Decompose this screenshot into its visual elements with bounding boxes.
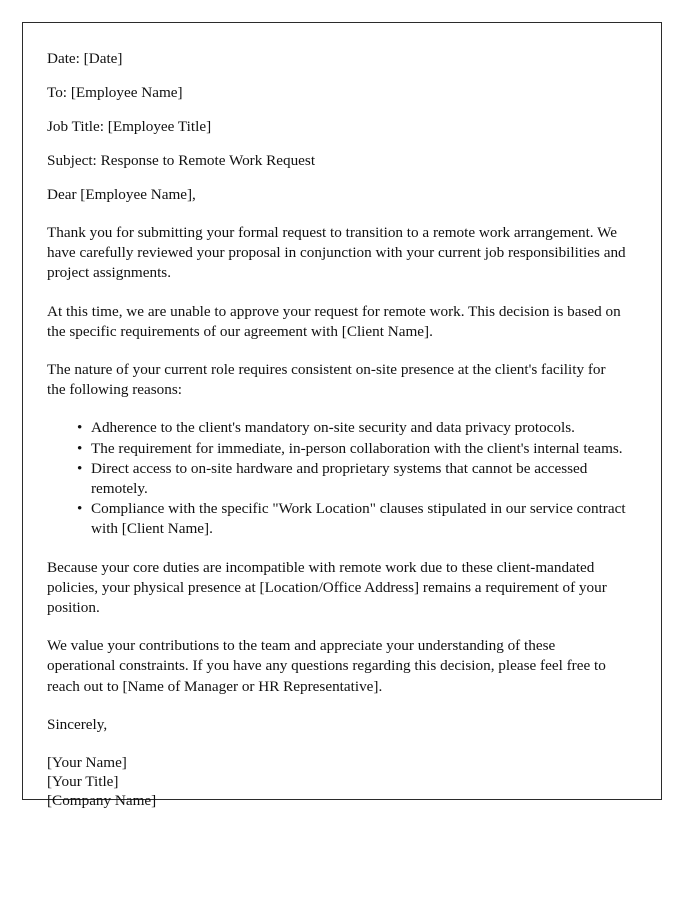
job-title-line: Job Title: [Employee Title] [47,118,212,135]
body-paragraph-3: The nature of your current role requires consistent on-site presence at the client's facility for the following reasons: [47,361,606,399]
signature-block [47,753,627,810]
document-page-frame [22,22,662,810]
list-item-label: Compliance with the specific "Work Location" clauses stipulated in our service contract with [Client Name]. [91,500,626,538]
body-paragraph-1: Thank you for submitting your formal request to transition to a remote work arrangement. We have carefully reviewed your proposal in conjunction with your current job responsibilities and project assignments. [47,224,626,282]
letter-content [23,23,661,810]
bullet-icon: • [77,439,83,457]
list-item [77,439,627,459]
body-paragraph-5: We value your contributions to the team and appreciate your understanding of these operational constraints. If you have any questions regarding this decision, please feel free to reach out to [Name of Manager or HR Representative]. [47,637,606,695]
bullet-icon: • [77,500,83,518]
list-item [77,418,627,438]
bullet-icon: • [77,459,83,477]
body-paragraph-2: At this time, we are unable to approve your request for remote work. This decision is based on the specific requirements of our agreement with [Client Name]. [47,302,621,340]
list-item-label: Direct access to on-site hardware and proprietary systems that cannot be accessed remotely. [91,459,588,498]
valediction: Sincerely, [47,715,108,733]
list-item-label: The requirement for immediate, in-person collaboration with the client's internal teams. [91,439,623,457]
reasons-list [47,418,627,539]
recipient-line: To: [Employee Name] [47,84,183,101]
signature-title: [Your Title] [47,773,119,791]
list-item-label: Adherence to the client's mandatory on-site security and data privacy protocols. [91,419,575,437]
bullet-icon: • [77,419,83,437]
body-paragraph-4: Because your core duties are incompatible with remote work due to these client-mandated policies, your physical presence at [Location/Office Address] remains a requirement of your position. [47,558,607,617]
signature-company: [Company Name] [47,792,157,810]
date-line: Date: [Date] [47,50,123,67]
salutation-line: Dear [Employee Name], [47,186,196,203]
list-item [77,499,627,539]
subject-line: Subject: Response to Remote Work Request [47,152,316,169]
signature-name: [Your Name] [47,754,127,772]
list-item [77,459,627,499]
